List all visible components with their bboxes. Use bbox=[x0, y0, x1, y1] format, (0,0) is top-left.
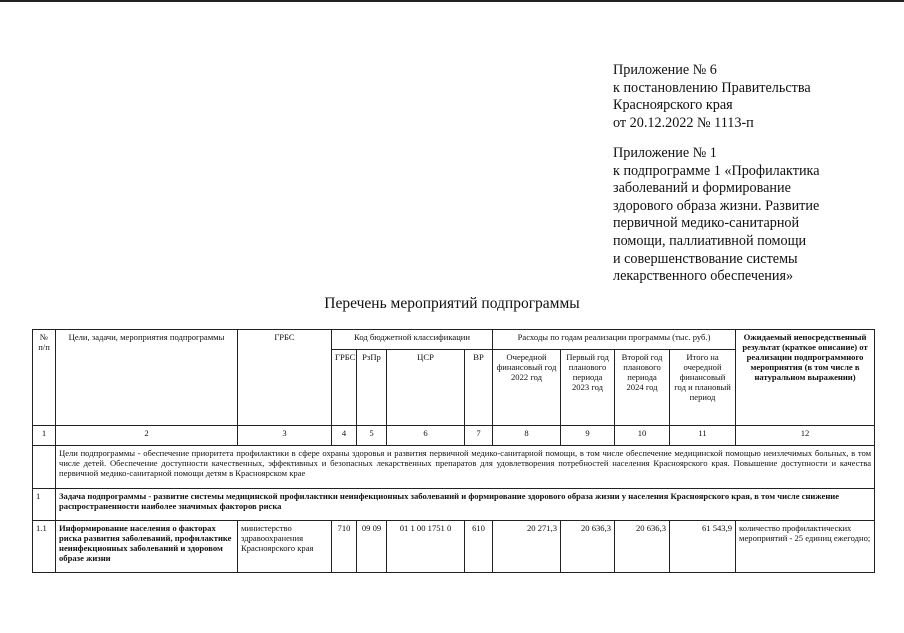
col-number: 5 bbox=[357, 426, 387, 446]
measure-expense-2024: 20 636,3 bbox=[615, 521, 670, 573]
col-number: 7 bbox=[465, 426, 493, 446]
col-number: 6 bbox=[387, 426, 465, 446]
task-num: 1 bbox=[33, 489, 56, 521]
measure-code-vr: 610 bbox=[465, 521, 493, 573]
measure-expense-2023: 20 636,3 bbox=[561, 521, 615, 573]
row-num: 1.1 bbox=[33, 521, 56, 573]
annex-line: к постановлению Правительства bbox=[613, 79, 811, 96]
header-year-2024: Второй год планового периода 2024 год bbox=[615, 350, 670, 426]
header-expenses: Расходы по годам реализации программы (тыс. руб.) bbox=[493, 330, 736, 350]
sub-annex-line: и совершенствование системы bbox=[613, 250, 798, 267]
col-number: 11 bbox=[670, 426, 736, 446]
goal-num-cell bbox=[33, 446, 56, 489]
sub-annex-line: заболеваний и формирование bbox=[613, 180, 791, 197]
header-total: Итого на очередной финансовый год и плановый период bbox=[670, 350, 736, 426]
measure-expense-total: 61 543,9 bbox=[670, 521, 736, 573]
measure-result: количество профилактических мероприятий - 25 единиц ежегодно; bbox=[736, 521, 875, 573]
header-budget-code: Код бюджетной классификации bbox=[332, 330, 493, 350]
measure-code-rzpr: 09 09 bbox=[357, 521, 387, 573]
measure-name: Информирование населения о факторах риска развития заболеваний, профилактике неинфекционных заболеваний и здоровом образе жизни bbox=[56, 521, 238, 573]
col-number: 8 bbox=[493, 426, 561, 446]
sub-annex-line: первичной медико-санитарной bbox=[613, 215, 800, 232]
annex-line: от 20.12.2022 № 1113-п bbox=[613, 114, 754, 131]
sub-annex-line: к подпрограмме 1 «Профилактика bbox=[613, 162, 820, 179]
col-number: 9 bbox=[561, 426, 615, 446]
col-number: 12 bbox=[736, 426, 875, 446]
sub-annex-line: Приложение № 1 bbox=[613, 145, 717, 161]
col-number: 3 bbox=[238, 426, 332, 446]
measures-table bbox=[32, 329, 875, 573]
measure-code-grbs: 710 bbox=[332, 521, 357, 573]
top-border-line bbox=[0, 0, 904, 2]
col-number: 10 bbox=[615, 426, 670, 446]
col-number: 1 bbox=[33, 426, 56, 446]
col-number: 4 bbox=[332, 426, 357, 446]
header-code-grbs: ГРБС bbox=[332, 350, 357, 426]
measure-grbs: министерство здравоохранения Красноярского края bbox=[238, 521, 332, 573]
sub-annex-line: здорового образа жизни. Развитие bbox=[613, 197, 820, 214]
annex-line: Приложение № 6 bbox=[613, 62, 717, 78]
header-num: № п/п bbox=[33, 330, 56, 426]
measure-code-csr: 01 1 00 1751 0 bbox=[387, 521, 465, 573]
document-title: Перечень мероприятий подпрограммы bbox=[324, 295, 580, 312]
col-number: 2 bbox=[56, 426, 238, 446]
header-year-2022: Очередной финансовый год 2022 год bbox=[493, 350, 561, 426]
annex-header bbox=[613, 62, 811, 132]
subprogram-task: Задача подпрограммы - развитие системы медицинской профилактики неинфекционных заболеваний и формирование здорового образа жизни у населения Красноярского края, в том числе снижение распространенности наиболее значимых факторов риска bbox=[56, 489, 875, 521]
header-year-2023: Первый год планового периода 2023 год bbox=[561, 350, 615, 426]
header-code-rzpr: РзПр bbox=[357, 350, 387, 426]
header-result: Ожидаемый непосредственный результат (краткое описание) от реализации подпрограммного мероприятия (в том числе в натуральном выражении) bbox=[736, 330, 875, 426]
sub-annex-line: лекарственного обеспечения» bbox=[613, 268, 794, 285]
header-goals: Цели, задачи, мероприятия подпрограммы bbox=[56, 330, 238, 426]
header-code-csr: ЦСР bbox=[387, 350, 465, 426]
sub-annex-line: помощи, паллиативной помощи bbox=[613, 232, 807, 249]
header-code-vr: ВР bbox=[465, 350, 493, 426]
sub-annex-header bbox=[613, 145, 820, 286]
annex-line: Красноярского края bbox=[613, 97, 733, 114]
subprogram-goals: Цели подпрограммы - обеспечение приоритета профилактики в сфере охраны здоровья и развития первичной медико-санитарной помощи, в том числе обеспечение медицинской помощью неизлечимых больных, в том числе детей. Обеспечение доступности качественных, эффективных и безопасных лекарственных препаратов для удовлетворения потребностей населения Красноярского края. Повышение доступности и качества первичной медико-санитарной помощи детям в Красноярском крае bbox=[56, 446, 875, 489]
measure-expense-2022: 20 271,3 bbox=[493, 521, 561, 573]
header-grbs: ГРБС bbox=[238, 330, 332, 426]
